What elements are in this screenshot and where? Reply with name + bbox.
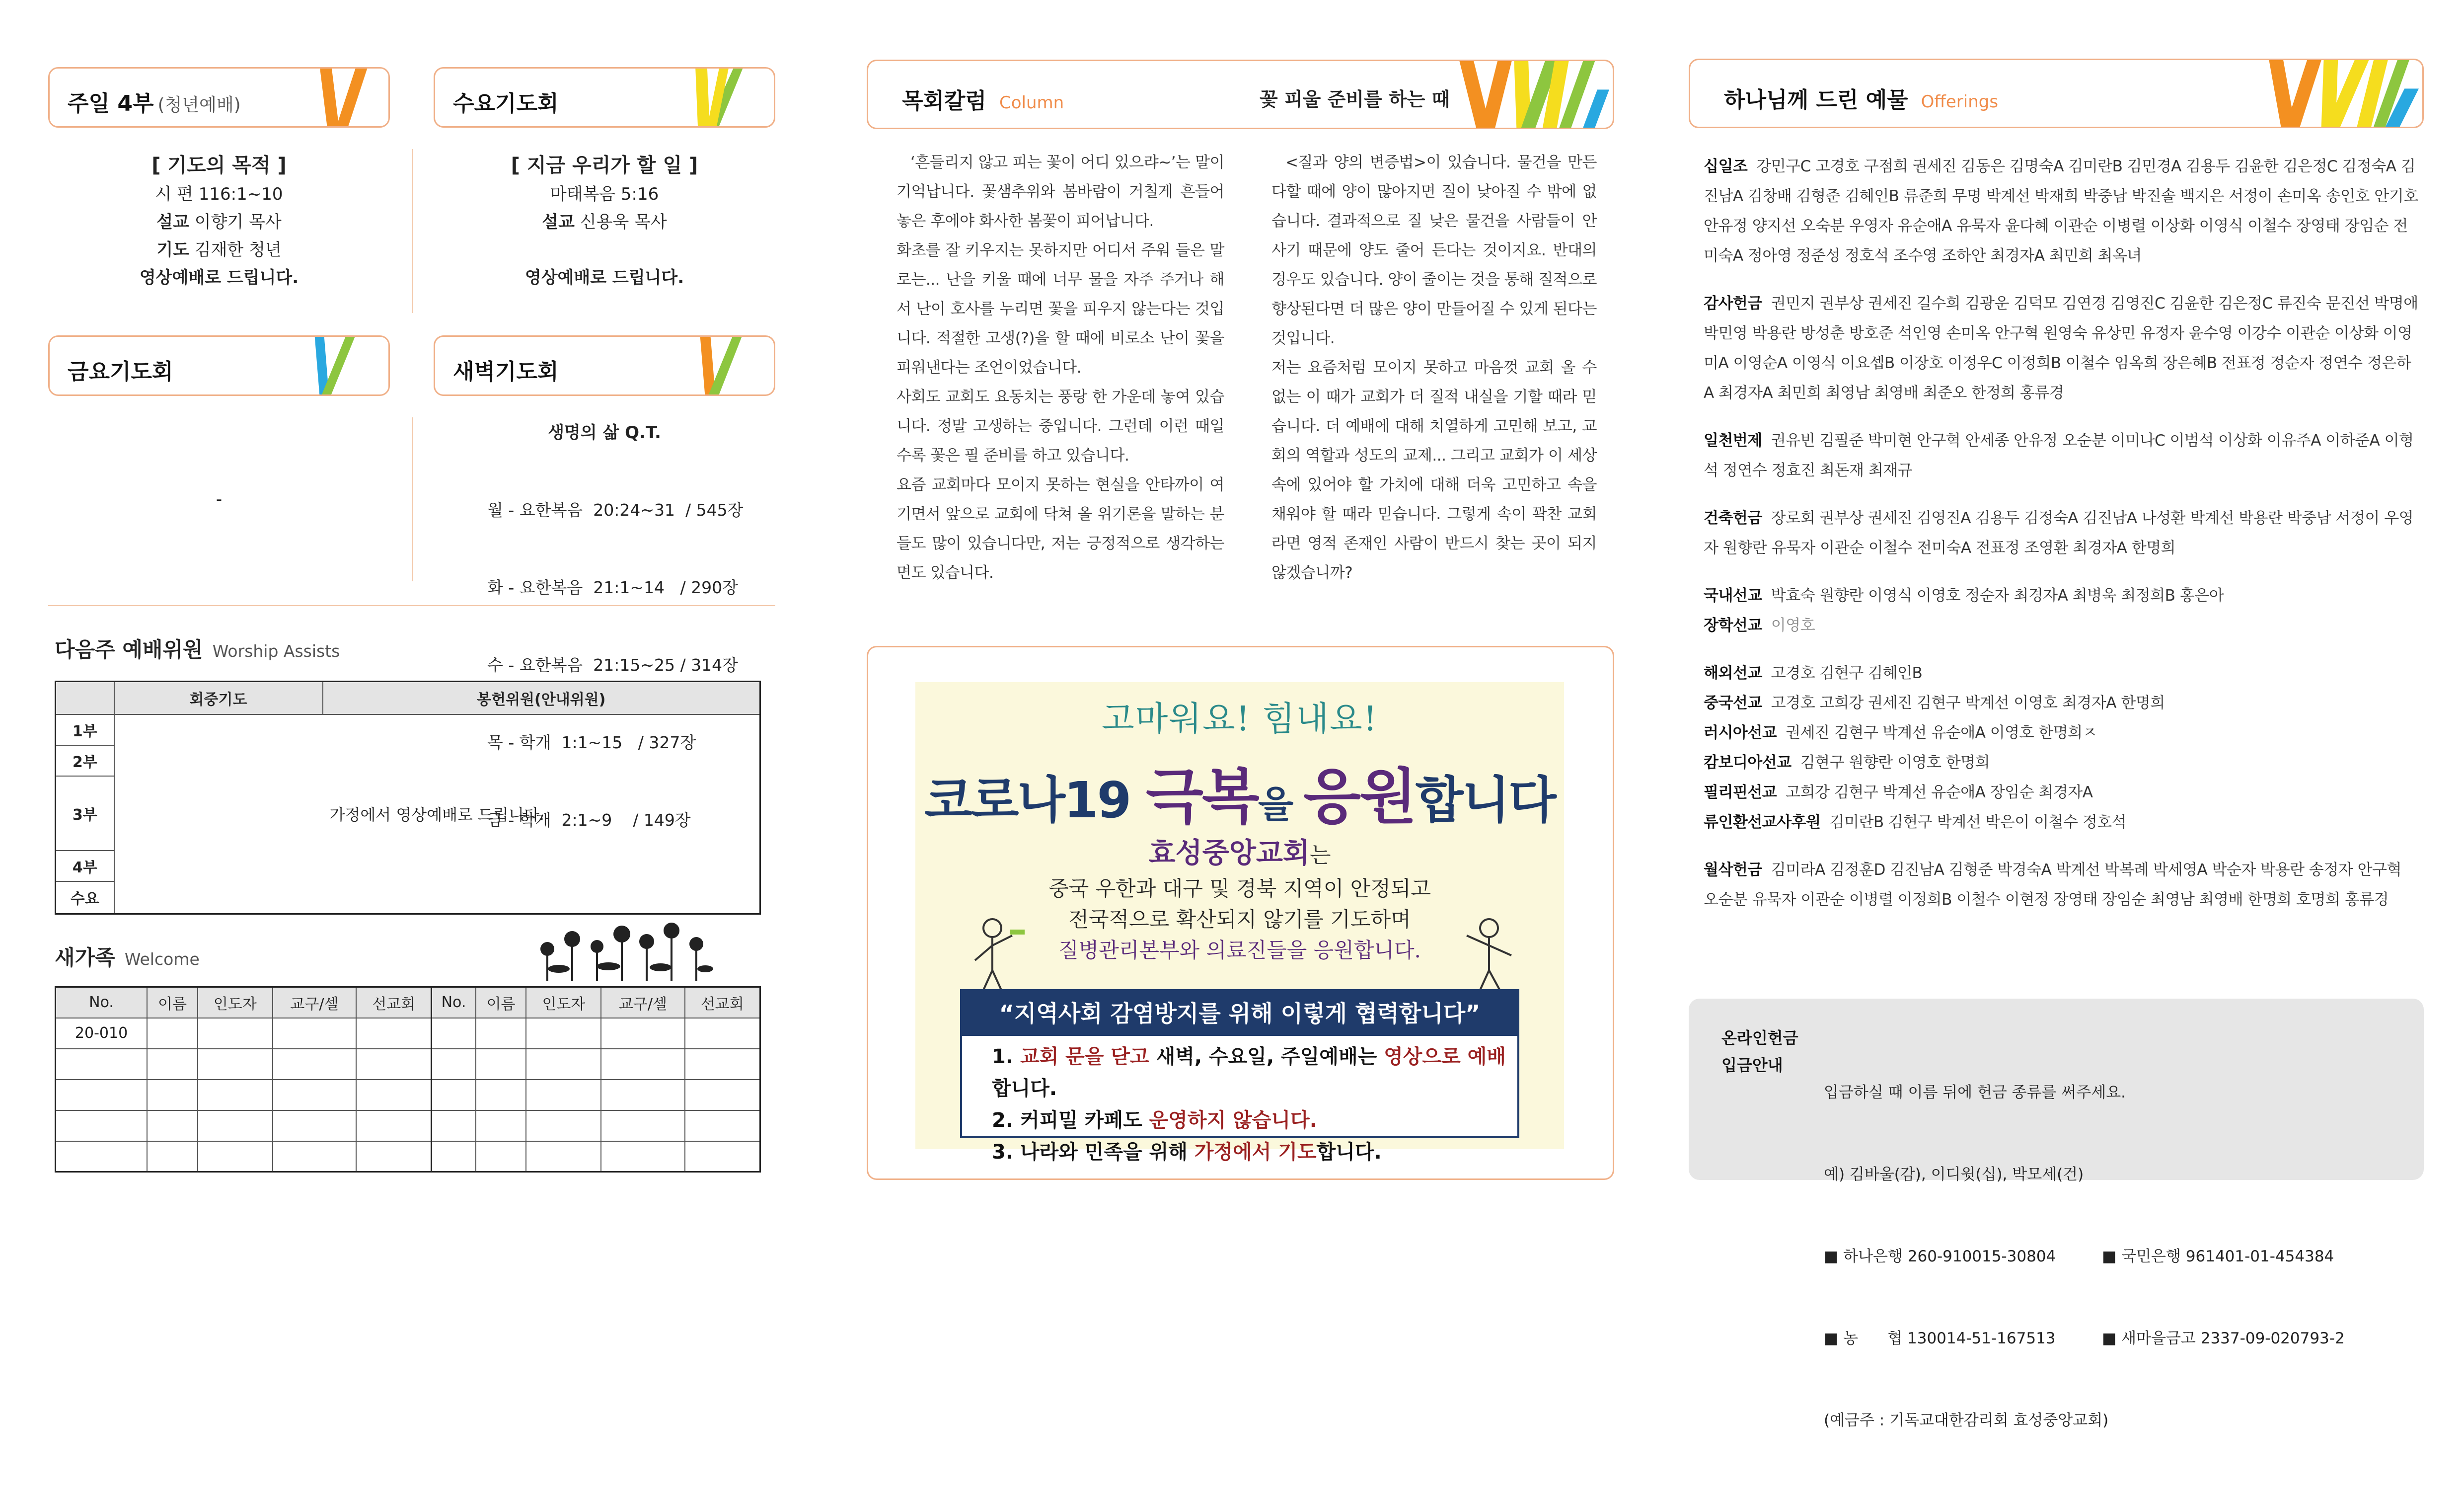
online-label: 입금안내 — [1721, 1056, 1783, 1075]
bank-account: ■ 새마을금고 2337-09-020793-2 — [2102, 1330, 2345, 1347]
offering-names: 강민구C 고경호 구점희 권세진 김동은 김명숙A 김미란B 김민경A 김용두 김윤한 김은정C 김정숙A 김진남A 김창배 김형준 김혜인B 류준희 무명 박계선 박재희 박중남 박진솔 백지은 서정이 손미옥 송인호 안기호 안유정 양지선 오숙분 우영자 유순애A 유묵자 윤다혜 이관순 이병렬 이상화 이영식 이철수 장영태 장임순 전미숙A 정아영 정준성 정호석 조수영 조하안 최경자A 최민희 최옥녀 — [1704, 157, 2418, 265]
poster-banner: “지역사회 감염방지를 위해 이렇게 협력합니다” — [962, 991, 1517, 1036]
qt-line: 목 - 학개 1:1~15 / 327장 — [487, 733, 696, 752]
poster-church: 효성중앙교회는 — [1148, 837, 1331, 869]
offering-label: 월삭헌금 — [1704, 861, 1762, 879]
friday-title: 금요기도회 — [68, 359, 173, 385]
poster-frame — [867, 646, 1614, 1180]
qt-line: 화 - 요한복음 21:1~14 / 290장 — [487, 578, 738, 597]
qt-line: 월 - 요한복음 20:24~31 / 545장 — [487, 500, 744, 520]
bank-account: ■ 국민은행 961401-01-454384 — [2102, 1248, 2334, 1265]
offering-names: 권유빈 김필준 박미현 안구혁 안세종 안유정 오순분 이미나C 이범석 이상화 이유주A 이하준A 이형석 정연수 정효진 최돈재 최재규 — [1704, 432, 2414, 479]
poster-item: 3. 나라와 민족을 위해 가정에서 기도합니다. — [992, 1141, 1382, 1164]
offering-label: 러시아선교 — [1704, 724, 1777, 742]
offering-group — [1704, 658, 2419, 837]
worship4-prayer: 김재한 청년 — [194, 240, 282, 260]
bank-account: ■ 농 협 130014-51-167513 — [1824, 1330, 2056, 1347]
offering-names: 김미라A 김정훈D 김진남A 김형준 박경숙A 박계선 박복례 박세영A 박순자 박용란 송정자 안구혁 오순분 유묵자 이관순 이병렬 이정희B 이철수 이현정 장영태 장임순 최영남 최영배 한명희 호명희 홍류경 — [1704, 861, 2401, 909]
offering-names: 고희강 김현구 박계선 유순애A 장임순 최경자A — [1786, 784, 2093, 801]
poster-item: 1. 교회 문을 닫고 새벽, 수요일, 주일예배는 영상으로 예배합니다. — [992, 1045, 1506, 1100]
online-instruction: 입금하실 때 이름 뒤에 헌금 종류를 써주세요. — [1824, 1084, 2126, 1101]
worship4-sermon: 이향기 목사 — [194, 212, 282, 232]
sermon-label: 설교 — [156, 212, 189, 232]
medic-left-icon — [965, 916, 1025, 1000]
col-header: 회중기도 — [114, 682, 323, 714]
welcome-no: 20-010 — [56, 1018, 148, 1049]
table-row — [56, 1110, 760, 1141]
offering-label: 건축헌금 — [1704, 509, 1762, 527]
offering-label: 장학선교 — [1704, 617, 1762, 634]
assists-title — [55, 633, 340, 663]
col-header: 선교회 — [685, 987, 760, 1018]
divider — [412, 417, 413, 581]
friday-header — [48, 335, 390, 396]
welcome-subtitle: Welcome — [124, 949, 200, 969]
col-header: 교구/셀 — [273, 987, 356, 1018]
row-label: 1부 — [56, 714, 114, 745]
dawn-header — [434, 335, 775, 396]
offering-label: 필리핀선교 — [1704, 784, 1777, 801]
poster-tagline: 고마워요! 힘내요! — [1101, 700, 1378, 739]
welcome-title — [55, 941, 200, 971]
col-header: No. — [432, 987, 476, 1018]
offering-names: 권세진 김현구 박계선 유순애A 이영호 한명희ㅈ — [1786, 724, 2097, 742]
offering-names: 장로회 권부상 권세진 김영진A 김용두 김정숙A 김진남A 나성환 박계선 박용란 박중남 서정이 우영자 원향란 유묵자 이관순 이철수 전미숙A 전표정 조영환 최경자A 한명희 — [1704, 509, 2414, 557]
worship4-title: 주일 4부 — [68, 91, 154, 116]
poster-item: 2. 커피밀 카페도 운영하지 않습니다. — [992, 1109, 1317, 1132]
offering-group — [1704, 426, 2419, 485]
row-label: 4부 — [56, 851, 114, 881]
offering-label: 감사헌금 — [1704, 295, 1762, 313]
column-text-left: ‘흔들리지 않고 피는 꽃이 어디 있으랴~’는 말이 기억납니다. 꽃샘추위와 봄바람이 거칠게 흔들어 놓은 후에야 화사한 봄꽃이 피어납니다. 화초를 잘 키우지는 못하지만 어디서 주워 들은 말로는... 난을 키울 때에 너무 물을 자주 주거나 해서 난이 호사를 누리면 꽃을 피우지 않는다는 것입니다. 적절한 고생(?)을 할 때에 비로소 난이 꽃을 피워낸다는 조언이었습니다. 사회도 교회도 요동치는 풍랑 한 가운데 놓여 있습니다. 정말 고생하는 중입니다. 그런데 이런 때일수록 꽃은 필 준비를 하고 있습니다. 요즘 교회마다 모이지 못하는 현실을 안타까이 여기면서 앞으로 교회에 닥쳐 올 위기론을 말하는 분들도 많이 있습니다만, 저는 긍정적으로 생각하는 면도 있습니다. — [896, 154, 1224, 582]
worship4-body — [48, 152, 390, 292]
prayer-label: 기도 — [156, 240, 189, 260]
offering-names: 이영호 — [1771, 617, 1815, 634]
offerings-subtitle: Offerings — [1921, 92, 1999, 112]
offerings-header — [1689, 59, 2424, 128]
offering-label: 십일조 — [1704, 157, 1748, 175]
welcome-title-text: 새가족 — [55, 945, 115, 970]
worship4-subtitle: (청년예배) — [157, 95, 241, 115]
poster-line2: 전국적으로 확산되지 않기를 기도하며 — [1068, 907, 1411, 932]
column-title: 목회칼럼 — [902, 88, 987, 114]
col-header: No. — [56, 987, 148, 1018]
bank-account: ■ 하나은행 260-910015-30804 — [1824, 1248, 2056, 1265]
section-divider — [48, 605, 775, 606]
column-headline: 꽃 피울 준비를 하는 때 — [1260, 88, 1450, 110]
medic-right-icon — [1457, 916, 1521, 1000]
wednesday-heading: [ 지금 우리가 할 일 ] — [511, 154, 698, 177]
column-text-right: <질과 양의 변증법>이 있습니다. 물건을 만든다할 때에 양이 많아지면 질이 낮아질 수 밖에 없습니다. 결과적으로 질 낮은 물건을 사람들이 안 사기 때문에 양도 줄어 든다는 것이지요. 반대의 경우도 있습니다. 양이 줄이는 것을 통해 질적으로 향상된다면 더 많은 양이 만들어질 수 있게 된다는 것입니다. 저는 요즘처럼 모이지 못하고 마음껏 교회 올 수 없는 이 때가 교회가 더 질적 내실을 기할 때라 믿습니다. 더 예배에 대해 치열하게 고민해 보고, 교회의 역할과 성도의 교제... 그리고 교회가 이 세상 속에 있어야 할 가치에 대해 더욱 고민하고 속을 채워야 할 때라 믿습니다. 그렇게 속이 꽉찬 교회라면 영적 존재인 사람이 반드시 찾는 곳이 되지 않겠습니까? — [1271, 154, 1597, 582]
wednesday-header — [434, 67, 775, 128]
wednesday-body — [434, 152, 775, 292]
wednesday-scripture: 마태복음 5:16 — [550, 184, 659, 204]
worship4-note: 영상예배로 드립니다. — [139, 268, 299, 288]
assists-table — [55, 681, 761, 915]
divider — [412, 149, 413, 313]
offering-group — [1704, 581, 2419, 640]
col-header: 이름 — [147, 987, 198, 1018]
offering-label: 해외선교 — [1704, 664, 1762, 682]
col-header: 인도자 — [526, 987, 601, 1018]
worship4-header — [48, 67, 390, 128]
row-label: 3부 — [56, 776, 114, 851]
stripe-decoration-icon — [1449, 61, 1613, 128]
qt-line: 수 - 요한복음 21:15~25 / 314장 — [487, 655, 738, 675]
offering-names: 김미란B 김현구 박계선 박은이 이철수 정호석 — [1829, 813, 2127, 831]
offering-group — [1704, 152, 2419, 271]
flowers-icon — [536, 922, 715, 981]
stripe-decoration-icon — [304, 337, 359, 394]
offering-label: 류인환선교사후원 — [1704, 813, 1821, 831]
offering-label: 일천번제 — [1704, 432, 1762, 450]
table-row — [56, 1049, 760, 1080]
col-header: 교구/셀 — [601, 987, 684, 1018]
qt-line: 금 - 학개 2:1~9 / 149장 — [487, 810, 691, 830]
offering-names: 고경호 김현구 김혜인B — [1771, 664, 1923, 682]
offering-label: 캄보디아선교 — [1704, 754, 1792, 772]
stripe-decoration-icon — [689, 337, 744, 394]
offering-label: 국내선교 — [1704, 587, 1762, 605]
wednesday-note: 영상예배로 드립니다. — [524, 268, 684, 288]
wednesday-sermon: 신용욱 목사 — [580, 212, 667, 232]
online-label: 온라인헌금 — [1721, 1028, 1798, 1047]
offering-group — [1704, 855, 2419, 915]
stripe-decoration-icon — [314, 69, 369, 126]
offering-names: 고경호 고희강 권세진 김현구 박계선 이영호 최경자A 한명희 — [1771, 694, 2165, 712]
column-subtitle: Column — [999, 93, 1064, 113]
offering-label: 중국선교 — [1704, 694, 1762, 712]
stripe-decoration-icon — [2258, 60, 2422, 127]
row-label: 수요 — [56, 881, 114, 914]
wednesday-title: 수요기도회 — [453, 91, 559, 116]
worship4-heading: [ 기도의 목적 ] — [151, 154, 287, 177]
col-header: 인도자 — [198, 987, 273, 1018]
worship4-scripture: 시 편 116:1~10 — [155, 184, 283, 204]
dawn-heading: 생명의 삶 Q.T. — [548, 423, 661, 443]
account-holder: (예금주 : 기독교대한감리회 효성중앙교회) — [1824, 1411, 2109, 1429]
col-header: 이름 — [476, 987, 526, 1018]
col-header: 선교회 — [356, 987, 432, 1018]
assists-title-text: 다음주 예배위원 — [55, 637, 203, 662]
friday-content: - — [216, 489, 223, 509]
assists-note: 가정에서 영상예배로 드립니다. — [114, 714, 760, 914]
offering-group — [1704, 503, 2419, 563]
offering-group — [1704, 289, 2419, 408]
table-row — [56, 1018, 760, 1049]
poster-headline: 코로나19 극복을 응원합니다 — [924, 763, 1555, 832]
col-header: 봉헌위원(안내위원) — [323, 682, 760, 714]
offerings-title: 하나님께 드린 예물 — [1724, 87, 1908, 113]
table-row — [56, 1080, 760, 1110]
offerings-list — [1704, 152, 2419, 915]
poster-notice-box — [960, 989, 1519, 1164]
offering-names: 권민지 권부상 권세진 길수희 김광운 김덕모 김연경 김영진C 김윤한 김은정C 류진숙 문진선 박명애 박민영 박용란 방성춘 방호준 석인영 손미옥 안구혁 원영숙 유상민 유정자 윤수영 이강수 이관순 이상화 이영미A 이영순A 이영식 이요셉B 이장호 이정우C 이정희B 이철수 임옥희 장은혜B 전표정 정순자 정연수 정은하A 최경자A 최민희 최영남 최영배 최준오 한정희 홍류경 — [1704, 295, 2418, 402]
stripe-decoration-icon — [689, 69, 744, 126]
poster-line1: 중국 우한과 대구 및 경북 지역이 안정되고 — [1048, 876, 1431, 901]
table-row — [56, 1141, 760, 1172]
poster — [915, 682, 1564, 1164]
online-example: 예) 김바울(감), 이디윗(십), 박모세(건) — [1824, 1166, 2084, 1183]
sermon-label: 설교 — [542, 212, 575, 232]
offering-names: 박효숙 원향란 이영식 이영호 정순자 최경자A 최병욱 최정희B 홍은아 — [1771, 587, 2224, 605]
poster-line3: 질병관리본부와 의료진들을 응원합니다. — [1058, 938, 1421, 962]
welcome-table — [55, 986, 761, 1173]
column-header — [867, 60, 1614, 129]
dawn-title: 새벽기도회 — [453, 359, 559, 385]
assists-subtitle: Worship Assists — [212, 641, 340, 661]
row-label: 2부 — [56, 745, 114, 776]
offering-names: 김현구 원향란 이영호 한명희 — [1800, 754, 1990, 772]
online-giving-box — [1689, 999, 2424, 1429]
